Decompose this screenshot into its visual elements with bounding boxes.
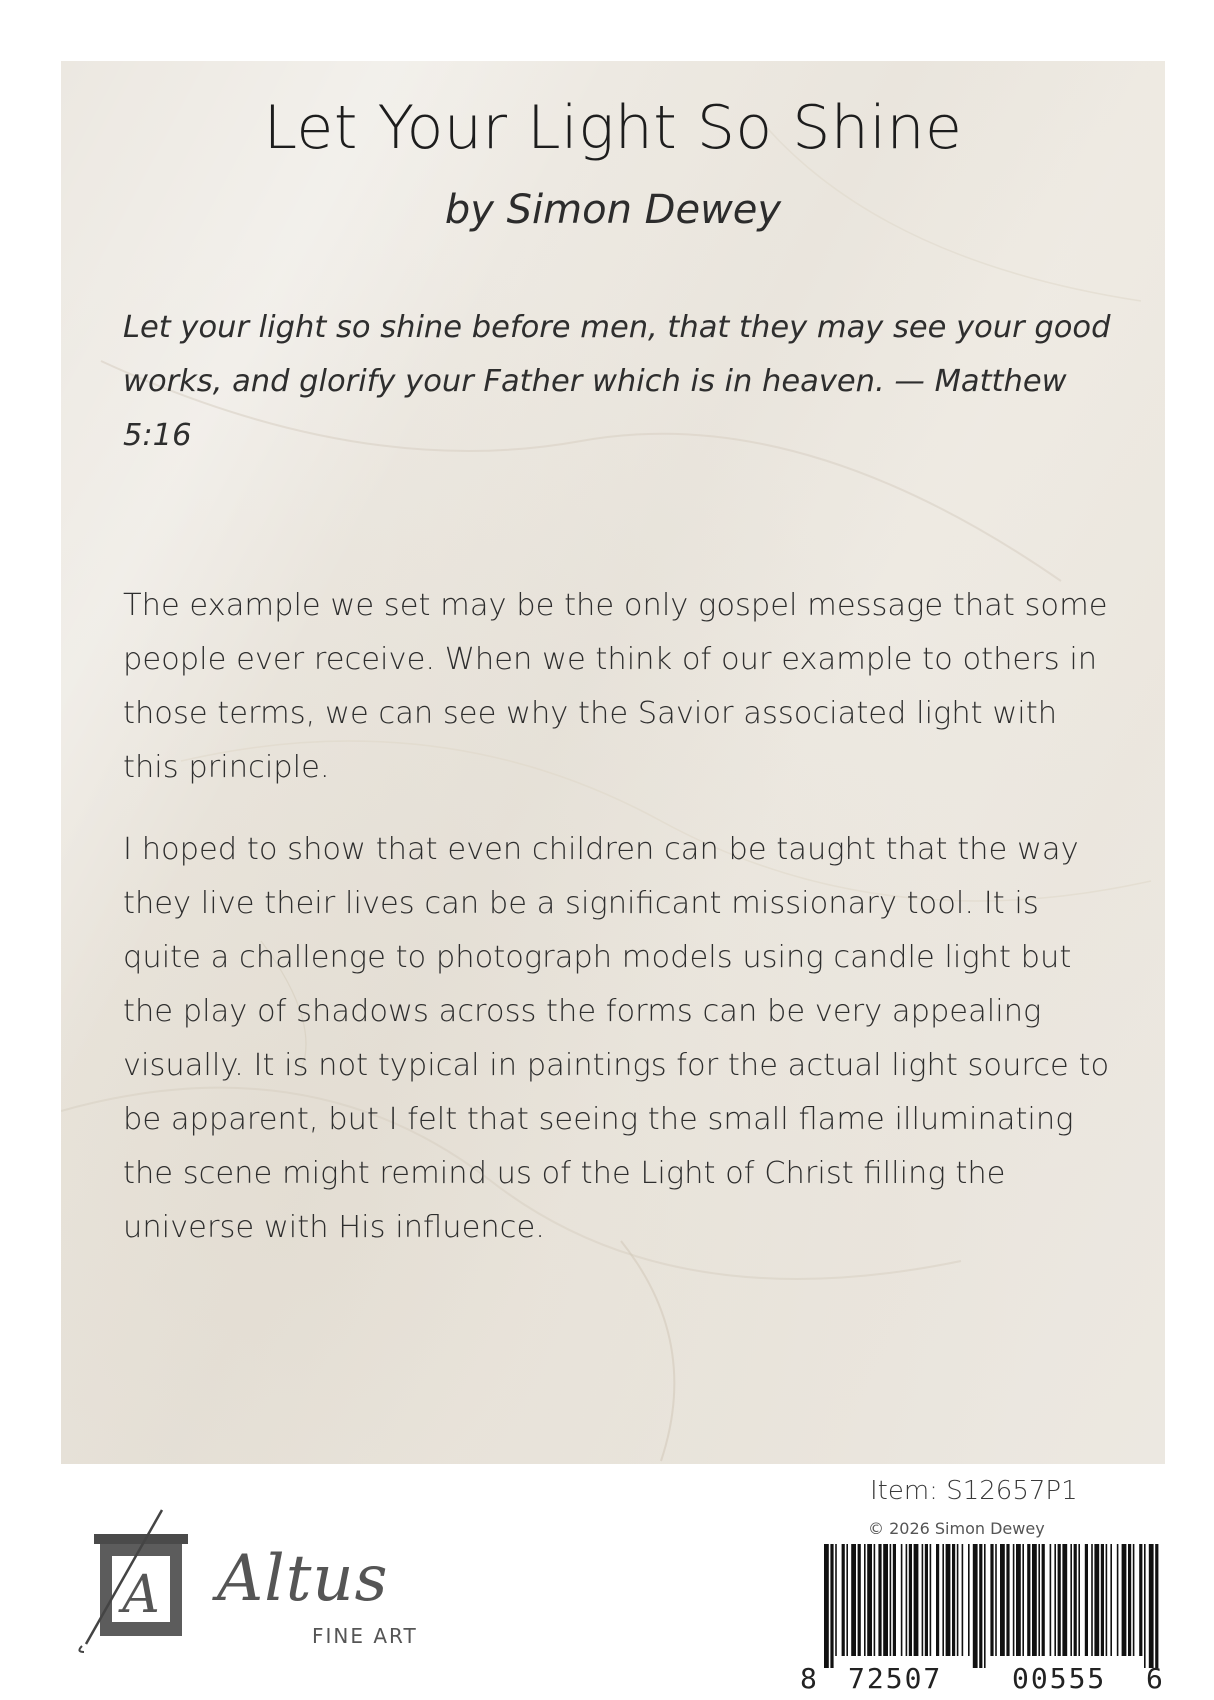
barcode-bar [1000,1544,1005,1656]
artwork-title: Let Your Light So Shine [263,93,963,163]
barcode-bar [1022,1544,1024,1656]
barcode-bar [1091,1544,1093,1656]
barcode-bar [1128,1544,1131,1656]
artist-byline [61,187,1165,233]
barcode-bar [1016,1544,1021,1656]
barcode-bar [858,1544,861,1656]
barcode-bar [906,1544,908,1656]
barcode-bar [1013,1544,1015,1656]
barcode-bar [995,1544,997,1656]
barcode-bar [878,1544,881,1656]
barcode-bar [922,1544,924,1656]
barcode-bar [1006,1544,1009,1656]
barcode-bar [1062,1544,1067,1656]
barcode-bar [867,1544,872,1656]
barcode-bar [1149,1544,1154,1668]
barcode-bar [930,1544,932,1656]
barcode-bar [973,1544,978,1668]
barcode-bar [1058,1544,1061,1656]
barcode-bar [1038,1544,1040,1656]
barcode-bar [883,1544,888,1656]
barcode-bar [990,1544,993,1656]
barcode-bar [1074,1544,1077,1656]
barcode-bar [874,1544,876,1656]
barcode-bar [957,1544,959,1656]
barcode-bar [1078,1544,1080,1656]
barcode-bar [1101,1544,1104,1656]
barcode-bar [864,1544,866,1656]
marble-background-panel [61,61,1165,1464]
barcode-bar [968,1544,970,1656]
barcode-bar [914,1544,919,1656]
barcode-bar [835,1544,837,1656]
barcode-bar [1139,1544,1142,1656]
barcode-bar [1070,1544,1072,1656]
barcode-bar [952,1544,955,1656]
barcode-lead-digit: 8 [800,1662,817,1695]
barcode-bar [1133,1544,1135,1656]
barcode-bar [942,1544,944,1656]
barcode-bar [984,1544,986,1668]
logo-name: Altus [217,1542,389,1616]
barcode-bar [851,1544,856,1656]
logo-letter: A [122,1565,160,1625]
barcode-bar [1085,1544,1088,1656]
barcode-bar [1122,1544,1127,1656]
barcode-bar [1117,1544,1119,1656]
barcode-bar [962,1544,964,1656]
barcode-left-group: 72507 [848,1662,943,1695]
scripture-quote: Let your light so shine before men, that they may see your good works, and glorify your Father which is in heaven. — Matthew 5:16 [123,310,1111,453]
barcode-bar [1110,1544,1112,1656]
copyright-notice: © 2026 Simon Dewey [868,1519,1045,1538]
barcode-bars [824,1544,1158,1668]
barcode-bar [1106,1544,1108,1656]
barcode-bar [946,1544,951,1656]
barcode-bar [893,1544,896,1656]
barcode-bar [979,1544,982,1668]
barcode-bar [824,1544,829,1668]
barcode-bar [1032,1544,1037,1656]
barcode-bar [1050,1544,1052,1656]
barcode-bar [1155,1544,1158,1668]
barcode-bar [1054,1544,1056,1656]
barcode-right-group: 00555 [1012,1662,1107,1695]
altus-logo [72,1504,452,1654]
footer [0,1464,1214,1700]
barcode-bar [936,1544,939,1656]
barcode-bar [925,1544,928,1656]
barcode-bar [890,1544,892,1656]
barcode-bar [901,1544,903,1656]
description-paragraph-2: I hoped to show that even children can be taught that the way they live their lives can be a significant missionary tool. It is quite a challenge to photograph models using candle light but the play of shadows across the forms can be very appealing visually. It is not typical in paintings for the actual light source to be apparent, but I felt that seeing the small flame illuminating the scene might remind us of the Light of Christ filling the universe with His influence. [123,832,1110,1245]
item-number: Item: S12657P1 [870,1476,1078,1506]
barcode-bar [830,1544,833,1668]
barcode-bar [846,1544,848,1656]
barcode-bar [1027,1544,1030,1656]
barcode-bar [1042,1544,1045,1656]
barcode-bar [1094,1544,1099,1656]
barcode-bar [1144,1544,1146,1668]
description-paragraph-1: The example we set may be the only gospel message that some people ever receive. When we think of our example to others in those terms, we can see why the Savior associated light with this principle. [123,588,1108,785]
easel-logo-icon [72,1504,212,1654]
byline-text: by Simon Dewey [444,187,782,233]
barcode-check-digit: 6 [1146,1662,1163,1695]
logo-subtitle: FINE ART [312,1624,418,1648]
barcode-bar [842,1544,845,1656]
barcode-bar [909,1544,912,1656]
